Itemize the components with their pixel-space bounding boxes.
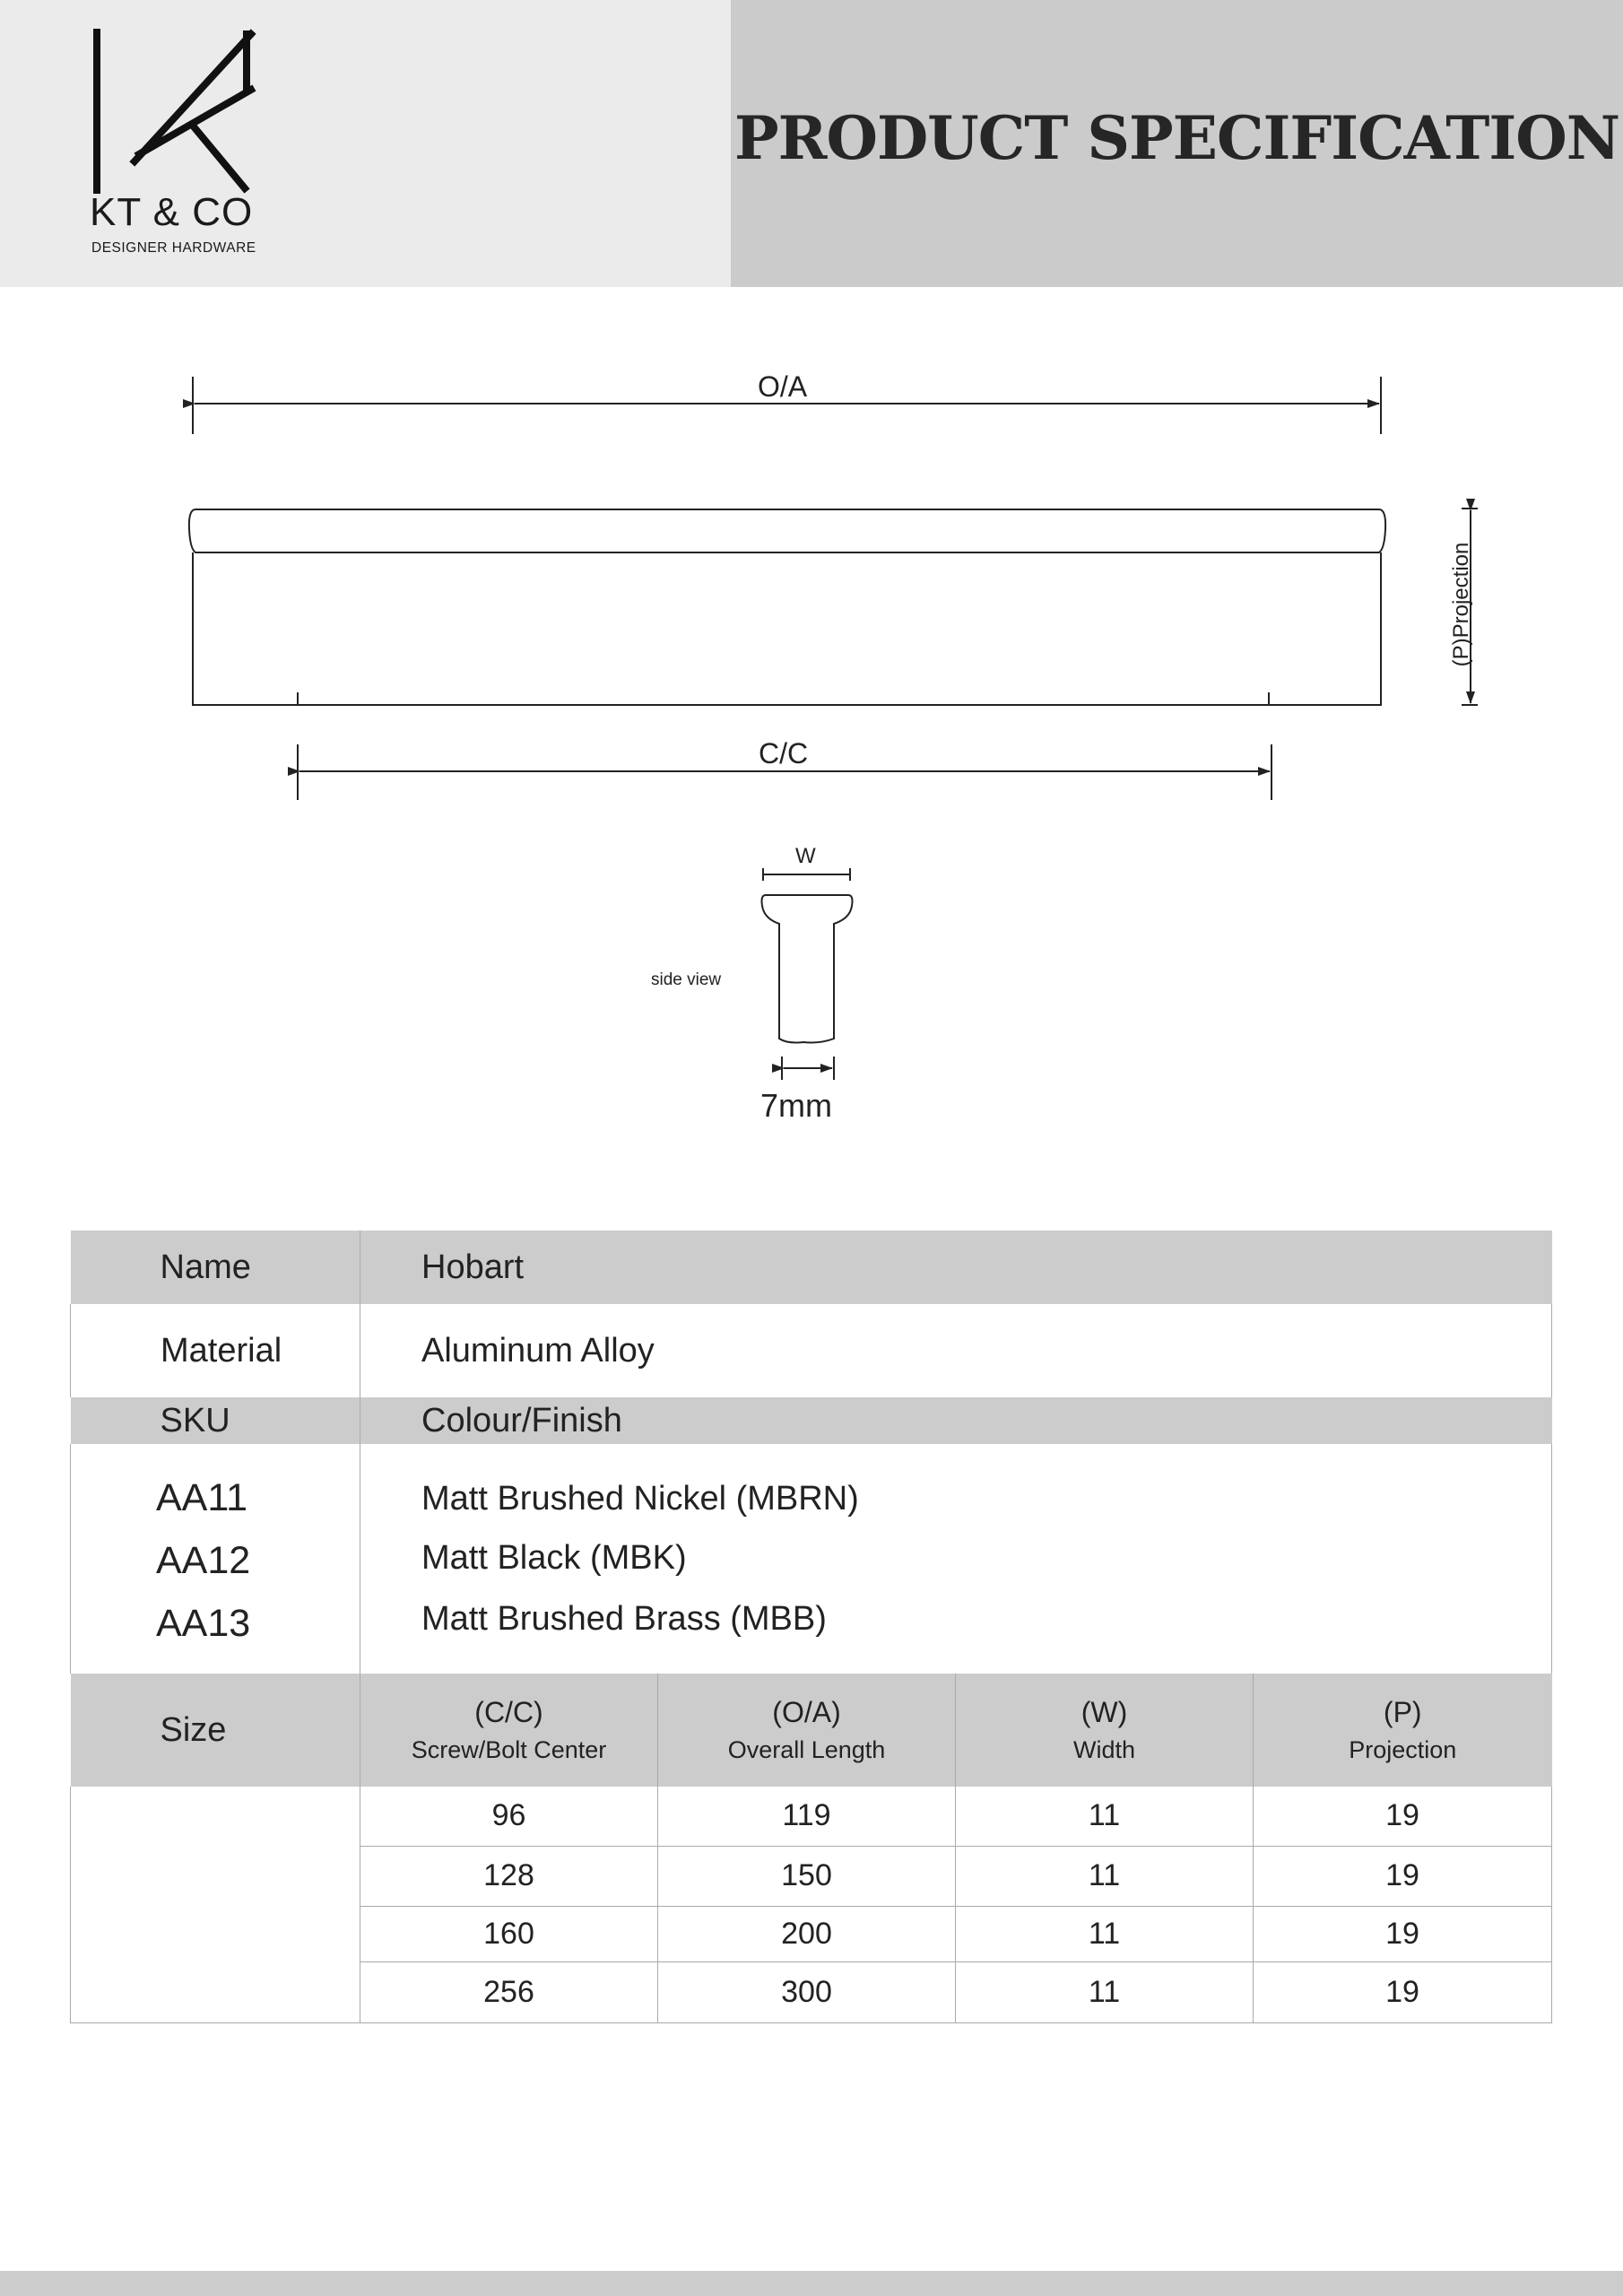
- size-cell: 19: [1254, 1906, 1552, 1961]
- sku-item: AA13: [156, 1602, 251, 1645]
- material-value: Aluminum Alloy: [360, 1304, 1552, 1397]
- side-view-label: side view: [651, 970, 722, 989]
- size-col-p: [1254, 1674, 1552, 1787]
- size-cell: 300: [658, 1961, 956, 2022]
- size-cell: 19: [1254, 1846, 1552, 1906]
- cc-label: C/C: [759, 737, 809, 770]
- material-row: [71, 1304, 1552, 1397]
- size-label: Size: [71, 1674, 360, 1787]
- size-cell: 256: [360, 1961, 658, 2022]
- sku-label: SKU: [71, 1397, 360, 1444]
- size-col-desc: Overall Length: [727, 1736, 886, 1763]
- size-col-cc: [360, 1674, 658, 1787]
- finish-item: Matt Black (MBK): [421, 1539, 687, 1577]
- size-col-code: (C/C): [474, 1696, 543, 1728]
- size-col-desc: Width: [1072, 1736, 1136, 1763]
- finish-label: Colour/Finish: [421, 1401, 622, 1439]
- size-col-w: [956, 1674, 1254, 1787]
- size-cell: 119: [658, 1787, 956, 1846]
- size-cell: 19: [1254, 1961, 1552, 2022]
- finish-item: Matt Brushed Nickel (MBRN): [421, 1480, 859, 1518]
- material-label: Material: [71, 1304, 360, 1397]
- size-col-code: (W): [1081, 1696, 1128, 1728]
- side-view-profile: [762, 895, 853, 1043]
- size-header-row: [71, 1674, 1552, 1787]
- finish-item: Matt Brushed Brass (MBB): [421, 1600, 827, 1638]
- size-cell: 19: [1254, 1787, 1552, 1846]
- oa-label: O/A: [758, 370, 808, 403]
- size-col-desc: Screw/Bolt Center: [411, 1736, 607, 1763]
- size-row: [71, 1787, 1552, 1846]
- projection-label: (P)Projection: [1449, 542, 1473, 667]
- footer-bar: [0, 2271, 1623, 2296]
- handle-top-bar: [189, 509, 1385, 552]
- name-label: Name: [71, 1231, 360, 1304]
- spec-table: [70, 1231, 1552, 2023]
- sku-header-row: [71, 1397, 1552, 1444]
- size-col-code: (O/A): [772, 1696, 841, 1728]
- brand-name: KT & CO: [90, 190, 254, 234]
- size-col-code: (P): [1383, 1696, 1422, 1728]
- size-cell: 11: [956, 1846, 1254, 1906]
- size-cell: 150: [658, 1846, 956, 1906]
- brand-subtitle: DESIGNER HARDWARE: [91, 240, 256, 256]
- name-row: [71, 1231, 1552, 1304]
- size-cell: 128: [360, 1846, 658, 1906]
- size-cell: 96: [360, 1787, 658, 1846]
- variants-row: [71, 1444, 1552, 1674]
- size-cell: 200: [658, 1906, 956, 1961]
- size-col-oa: [658, 1674, 956, 1787]
- size-cell: 11: [956, 1787, 1254, 1846]
- sku-item: AA12: [156, 1539, 251, 1582]
- size-cell: 160: [360, 1906, 658, 1961]
- size-cell: 11: [956, 1906, 1254, 1961]
- page-title: PRODUCT SPECIFICATION: [733, 103, 1620, 173]
- size-col-desc: Projection: [1349, 1736, 1457, 1763]
- thickness-label: 7mm: [760, 1087, 832, 1124]
- name-value: Hobart: [421, 1248, 525, 1286]
- size-cell: 11: [956, 1961, 1254, 2022]
- sku-item: AA11: [156, 1476, 247, 1519]
- handle-body: [193, 552, 1381, 705]
- width-label: W: [795, 844, 816, 868]
